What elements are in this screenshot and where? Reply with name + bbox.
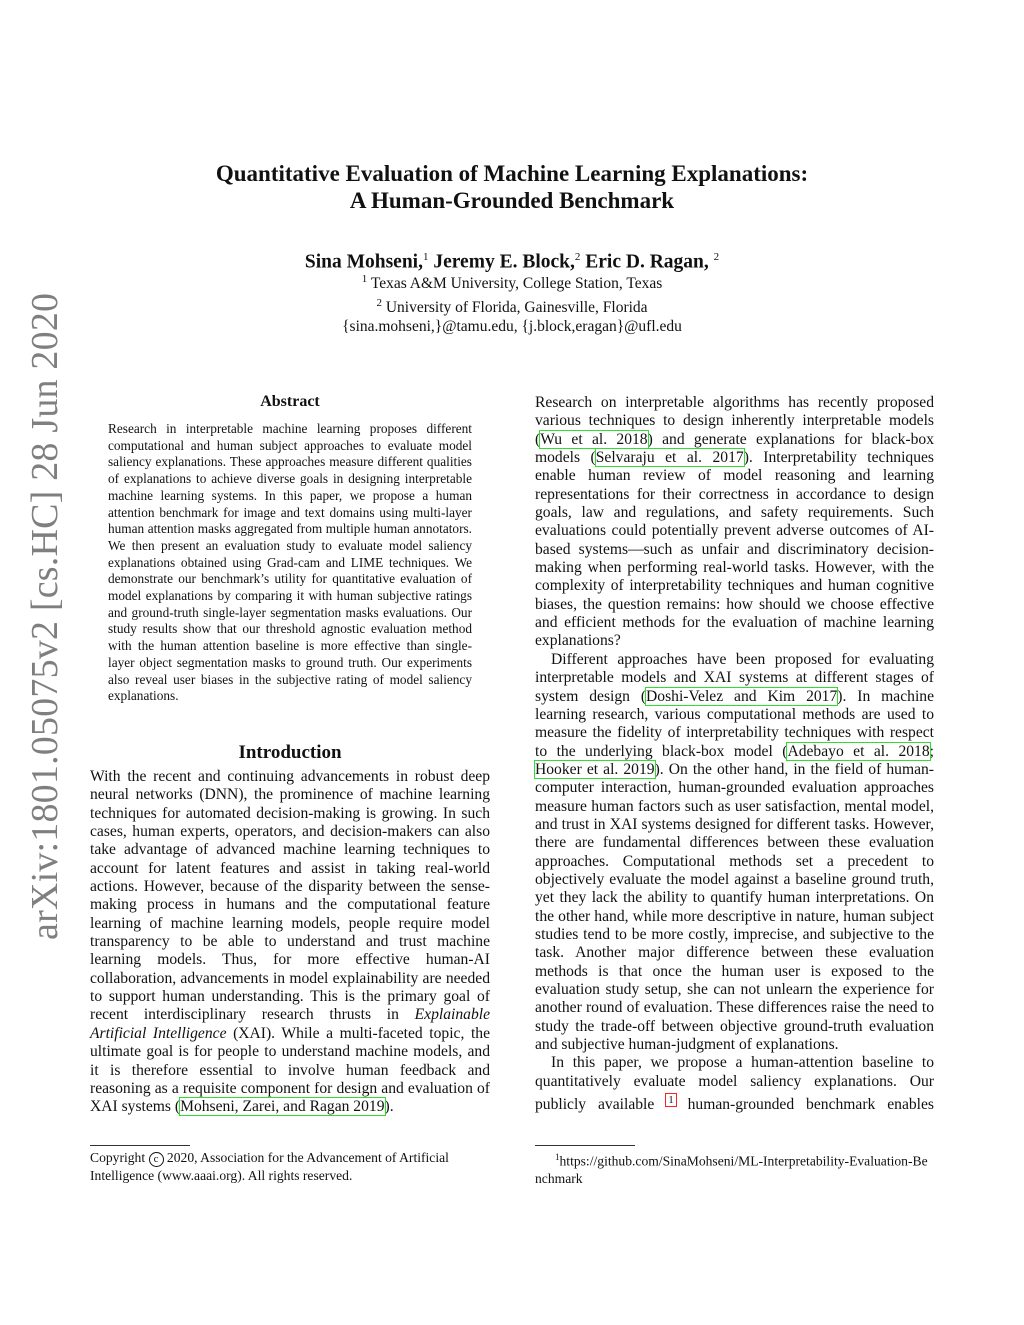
author-affil-mark: 1 bbox=[422, 251, 429, 263]
paragraph bbox=[90, 768, 490, 1117]
copyright-prefix: Copyright bbox=[90, 1150, 149, 1165]
citation-link[interactable]: Wu et al. 2018 bbox=[540, 430, 648, 448]
introduction-body bbox=[90, 768, 490, 1117]
affil-text: Texas A&M University, College Station, Texas bbox=[370, 275, 663, 293]
footnote bbox=[535, 1145, 934, 1187]
abstract-text: Research in interpretable machine learning proposes different computational and human subject approaches to evaluate model saliency explanations. These approaches measure different qualities of explanations to achieve diverse goals in designing interpretable machine learning systems. In this paper, we propose a human attention benchmark for image and text domains using multi-layer human attention masks aggregated from multiple human annotators. We then present an evaluation study to evaluate model saliency explanations obtained using Grad-cam and LIME techniques. We demonstrate our benchmark’s utility for quantitative evaluation of model explanations by comparing it with human subjective ratings and ground-truth single-layer segmentation masks evaluations. Our study results show that our threshold agnostic evaluation method with the human attention baseline is more effective than single-layer object segmentation masks to ground truth. Our experiments also reveal user biases in the subjective rating of model saliency explanations. bbox=[108, 421, 472, 704]
affil-mark: 2 bbox=[376, 296, 382, 309]
citation-link[interactable]: Mohseni, Zarei, and Ragan 2019 bbox=[180, 1098, 385, 1116]
introduction-heading: Introduction bbox=[238, 742, 342, 763]
text-run: ). bbox=[384, 1098, 394, 1116]
text-run: human-grounded benchmark enables bbox=[675, 1096, 934, 1114]
text-run: ). Interpretability techniques enable human review of model reasoning and learning representations for their correctness in accordance to design goals, law and regulations, and safety requirements. Such evaluations could potentially prevent adverse outcomes of AI-based systems—such as unfair and discriminatory decision-making when performing real-world tasks. However, with the complexity of interpretability techniques and human cognitive biases, the question remains: how should we choose effective and efficient methods for the evaluation of machine learning explanations? bbox=[535, 449, 934, 650]
footnote-url[interactable]: https://github.com/SinaMohseni/ML-Interpretability-Evaluation-Benchmark bbox=[535, 1153, 928, 1186]
title-line-2: A Human-Grounded Benchmark bbox=[349, 188, 675, 213]
text-run: (XAI). While a multi-faceted topic, the ultimate goal is for people to understand machine models, and it is therefore essential to involve human feedback and reasoning as a requisite component for design and evaluation of XAI systems ( bbox=[90, 1024, 490, 1116]
citation-link[interactable]: Selvaraju et al. 2017 bbox=[595, 449, 744, 467]
emails: {sina.mohseni,}@tamu.edu, {j.block,eragan}@ufl.edu bbox=[342, 317, 682, 335]
right-column-body bbox=[535, 394, 934, 1115]
footnote-mark: 1 bbox=[555, 1152, 560, 1162]
text-run: ). In machine learning research, various computational methods are used to measure the fidelity of interpretability techniques with respect to the underlying black-box model ( bbox=[535, 687, 934, 760]
footnote-rule bbox=[90, 1145, 190, 1146]
copyright-symbol: c bbox=[149, 1152, 164, 1167]
footnote-link[interactable]: 1 bbox=[668, 1094, 674, 1107]
copyright-notice bbox=[90, 1145, 490, 1184]
text-run: In this paper, we propose a human-attention baseline to quantitatively evaluate model saliency explanations. Our publicly available bbox=[535, 1054, 934, 1114]
affiliation bbox=[0, 294, 1024, 318]
citation-link[interactable]: Adebayo et al. 2018 bbox=[787, 742, 930, 760]
paper-title bbox=[0, 160, 1024, 214]
copyright-text: 2020, Association for the Advancement of Artificial Intelligence (www.aaai.org). All rights reserved. bbox=[90, 1150, 449, 1183]
text-run: ). On the other hand, in the field of human-computer interaction, human-grounded evaluation approaches measure human factors such as user satisfaction, mental model, and trust in XAI systems designed for different tasks. However, there are fundamental differences between these evaluation approaches. Computational methods set a precedent to objectively evaluate the model against a baseline ground truth, yet they lack the ability to quantify human interpretations. On the other hand, while more descriptive in nature, human subject studies tend to be more costly, imprecise, and subjective to the task. Another major difference between these evaluation methods is that once the human user is exposed to the evaluation study setup, she can not unlearn the experience for another round of evaluation. These differences raise the need to study the trade-off between objective ground-truth evaluation and subjective human-judgment of explanations. bbox=[535, 760, 934, 1054]
citation-link[interactable]: Hooker et al. 2019 bbox=[535, 760, 655, 778]
emphasized-text: Explainable Artificial Intelligence bbox=[90, 1006, 490, 1042]
text-run: With the recent and continuing advancements in robust deep neural networks (DNN), the prominence of machine learning techniques for automated decision-making is growing. In such cases, human experts, operators, and decision-makers can also take advantage of advanced machine learning techniques to account for latent features and assist in taking real-world actions. However, because of the disparity between the sense-making process in humans and the computational feature learning of machine learning models, people require model transparency to be able to understand and trust machine learning models. Thus, for more effective human-AI collaboration, advancements in model explainability are needed to support human understanding. This is the primary goal of recent interdisciplinary research thrusts in bbox=[90, 768, 490, 1024]
author-name: Jeremy E. Block, bbox=[433, 251, 575, 273]
author-affil-mark: 2 bbox=[574, 251, 581, 263]
citation-link[interactable]: Doshi-Velez and Kim 2017 bbox=[646, 687, 838, 705]
text-run: ; bbox=[929, 742, 934, 760]
title-line-1: Quantitative Evaluation of Machine Learning Explanations: bbox=[215, 161, 809, 186]
arxiv-stamp: arXiv:1801.05075v2 [cs.HC] 28 Jun 2020 bbox=[24, 292, 66, 940]
text-run: Research on interpretable algorithms has recently proposed various techniques to design inherently interpretable models ( bbox=[535, 394, 934, 448]
affiliations bbox=[0, 270, 1024, 336]
abstract-heading: Abstract bbox=[260, 393, 320, 410]
paragraph bbox=[535, 1054, 934, 1114]
paragraph bbox=[535, 651, 934, 1055]
text-run: Different approaches have been proposed for evaluating interpretable models and XAI systems at different stages of system design ( bbox=[535, 650, 934, 705]
author-affil-mark: 2 bbox=[713, 251, 720, 263]
author-name: Eric D. Ragan, bbox=[585, 251, 709, 273]
footnote-rule bbox=[535, 1145, 635, 1146]
affiliation bbox=[0, 270, 1024, 294]
affil-mark: 1 bbox=[361, 273, 368, 285]
author-name: Sina Mohseni, bbox=[304, 251, 423, 273]
paragraph bbox=[535, 394, 934, 651]
text-run: ) and generate explanations for black-box models ( bbox=[535, 430, 934, 467]
affil-text: University of Florida, Gainesville, Florida bbox=[385, 299, 648, 317]
